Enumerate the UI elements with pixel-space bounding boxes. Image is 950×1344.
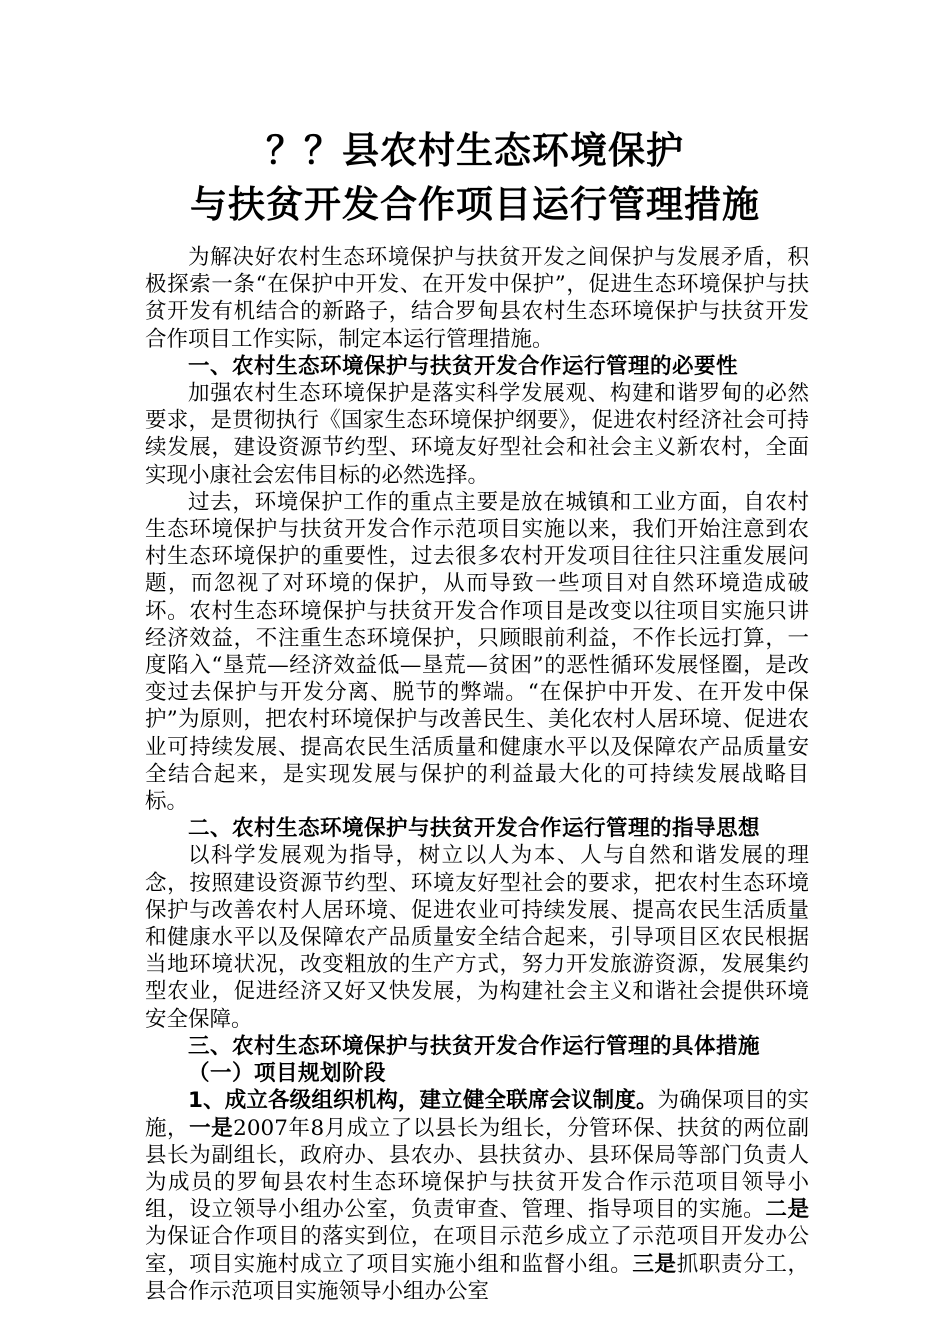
paragraph-organization — [145, 1087, 809, 1305]
text-run: 为保证合作项目的落实到位，在项目示范乡成立了示范项目开发办公室，项目实施村成立了项目实施小组和监督小组。 — [145, 1224, 809, 1277]
text-run: 抓职责分工，县合作示范项目实施领导小组办公室 — [145, 1251, 809, 1304]
paragraph-background: 过去，环境保护工作的重点主要是放在城镇和工业方面，自农村生态环境保护与扶贫开发合作示范项目实施以来，我们开始注意到农村生态环境保护的重要性，过去很多农村开发项目往往只注重发展问题，而忽视了对环境的保护，从而导致一些项目对自然环境造成破坏。农村生态环境保护与扶贫开发合作项目是改变以往项目实施只讲经济效益，不注重生态环境保护，只顾眼前利益，不作长远打算，一度陷入“垦荒—经济效益低—垦荒—贫困”的恶性循环发展怪圈，是改变过去保护与开发分离、脱节的弊端。“在保护中开发、在开发中保护”为原则，把农村环境保护与改善民生、美化农村人居环境、促进农业可持续发展、提高农民生活质量和健康水平以及保障农产品质量安全结合起来，是实现发展与保护的利益最大化的可持续发展战略目标。 — [145, 489, 809, 815]
subsection-heading-planning: （一）项目规划阶段 — [188, 1061, 387, 1087]
paragraph-guiding-thought: 以科学发展观为指导，树立以人为本、人与自然和谐发展的理念，按照建设资源节约型、环境友好型社会的要求，把农村生态环境保护与改善农村人居环境、促进农业可持续发展、提高农民生活质量和健康水平以及保障农产品质量安全结合起来，引导项目区农民根据当地环境状况，改变粗放的生产方式，努力开发旅游资源，发展集约型农业，促进经济又好又快发展，为构建社会主义和谐社会提供环境安全保障。 — [145, 843, 809, 1032]
section-heading-3: 三、农村生态环境保护与扶贫开发合作运行管理的具体措施 — [188, 1033, 761, 1059]
paragraph-lead-bold: 1、成立各级组织机构，建立健全联席会议制度。 — [188, 1088, 658, 1114]
paragraph-necessity: 加强农村生态环境保护是落实科学发展观、构建和谐罗甸的必然要求，是贯彻执行《国家生态环境保护纲要》，促进农村经济社会可持续发展，建设资源节约型、环境友好型社会和社会主义新农村，全面实现小康社会宏伟目标的必然选择。 — [145, 381, 809, 488]
section-heading-2: 二、农村生态环境保护与扶贫开发合作运行管理的指导思想 — [188, 816, 761, 842]
document-title-line-1: ？？县农村生态环境保护 — [266, 129, 684, 172]
keyword-first: 一是 — [189, 1115, 234, 1141]
intro-paragraph: 为解决好农村生态环境保护与扶贫开发之间保护与发展矛盾，积极探索一条“在保护中开发、在开发中保护”，促进生态环境保护与扶贫开发有机结合的新路子，结合罗甸县农村生态环境保护与扶贫开发合作项目工作实际，制定本运行管理措施。 — [145, 245, 809, 352]
keyword-second: 二是 — [765, 1197, 809, 1223]
document-body — [145, 244, 809, 1305]
text-run: 为确保项目的实施， — [145, 1088, 809, 1141]
text-run: 2007年8月成立了以县长为组长，分管环保、扶贫的两位副县长为副组长，政府办、县农办、县扶贫办、县环保局等部门负责人为成员的罗甸县农村生态环境保护与扶贫开发合作示范项目领导小组，设立领导小组办公室，负责审查、管理、指导项目的实施。 — [145, 1115, 809, 1223]
section-heading-1: 一、农村生态环境保护与扶贫开发合作运行管理的必要性 — [188, 353, 739, 379]
keyword-third: 三是 — [632, 1251, 677, 1277]
document-title-line-2: 与扶贫开发合作项目运行管理措施 — [190, 183, 760, 226]
